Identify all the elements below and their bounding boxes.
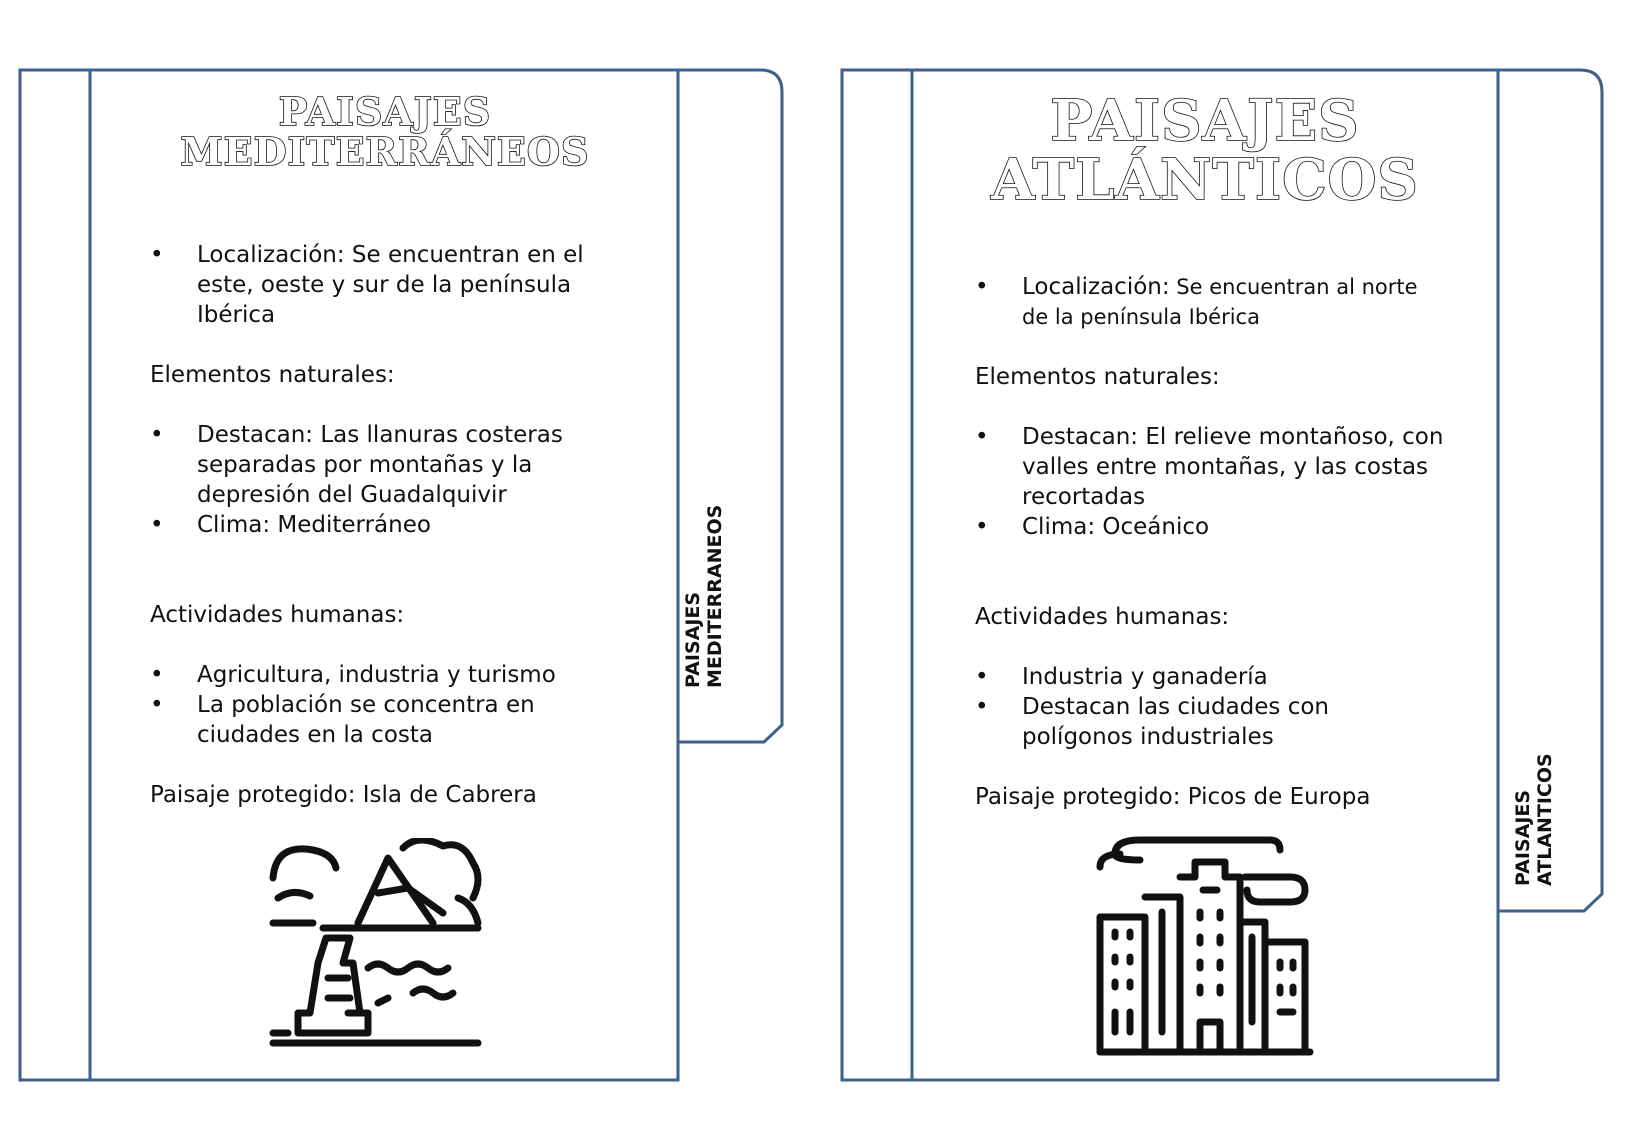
actividades-heading: Actividades humanas: [150, 602, 405, 628]
title-mediterraneo [150, 89, 620, 174]
destacan: • Destacan: Las llanuras costeras separadas por montañas y la depresión del Guadalquivir [150, 420, 610, 510]
localizacion-label: Localización: [1022, 274, 1170, 300]
actividad-item: • Destacan las ciudades con polígonos industriales [975, 692, 1445, 752]
content-mediterraneo [150, 240, 610, 810]
actividad-item: • Industria y ganadería [975, 662, 1445, 692]
content-atlantico [975, 272, 1445, 812]
tab-line-2: ATLANTICOS [1534, 753, 1556, 886]
title-line-1: PAISAJES [1050, 88, 1360, 154]
localizacion [975, 272, 1445, 332]
actividad-item: • Agricultura, industria y turismo [150, 660, 610, 690]
actividad-item: • La población se concentra en ciudades en la costa [150, 690, 610, 750]
city-buildings-icon [1095, 832, 1320, 1057]
tab-line-1: PAISAJES [682, 591, 704, 688]
localizacion-text: Se encuentran al norte de la península Ibérica [1022, 275, 1418, 329]
tab-line-1: PAISAJES [1512, 789, 1534, 886]
tab-label-atlantico [1512, 753, 1558, 886]
title-atlantico [960, 88, 1450, 213]
title-line-1: PAISAJES [278, 89, 492, 134]
clima: • Clima: Oceánico [975, 512, 1445, 542]
elementos-heading: Elementos naturales: [975, 364, 1220, 390]
paisaje-protegido: Paisaje protegido: Picos de Europa [975, 784, 1371, 810]
tab-label-mediterraneo [682, 504, 728, 688]
title-line-2: ATLÁNTICOS [991, 146, 1419, 213]
localizacion: • Localización: Se encuentran en el este, oeste y sur de la península Ibérica [150, 240, 610, 330]
elementos-heading: Elementos naturales: [150, 362, 395, 388]
clima: • Clima: Mediterráneo [150, 510, 610, 540]
title-line-2: MEDITERRÁNEOS [180, 128, 590, 174]
coast-lighthouse-icon [268, 838, 498, 1053]
destacan: • Destacan: El relieve montañoso, con valles entre montañas, y las costas recortadas [975, 422, 1445, 512]
paisaje-protegido: Paisaje protegido: Isla de Cabrera [150, 782, 537, 808]
tab-line-2: MEDITERRANEOS [704, 504, 726, 688]
actividades-heading: Actividades humanas: [975, 604, 1230, 630]
